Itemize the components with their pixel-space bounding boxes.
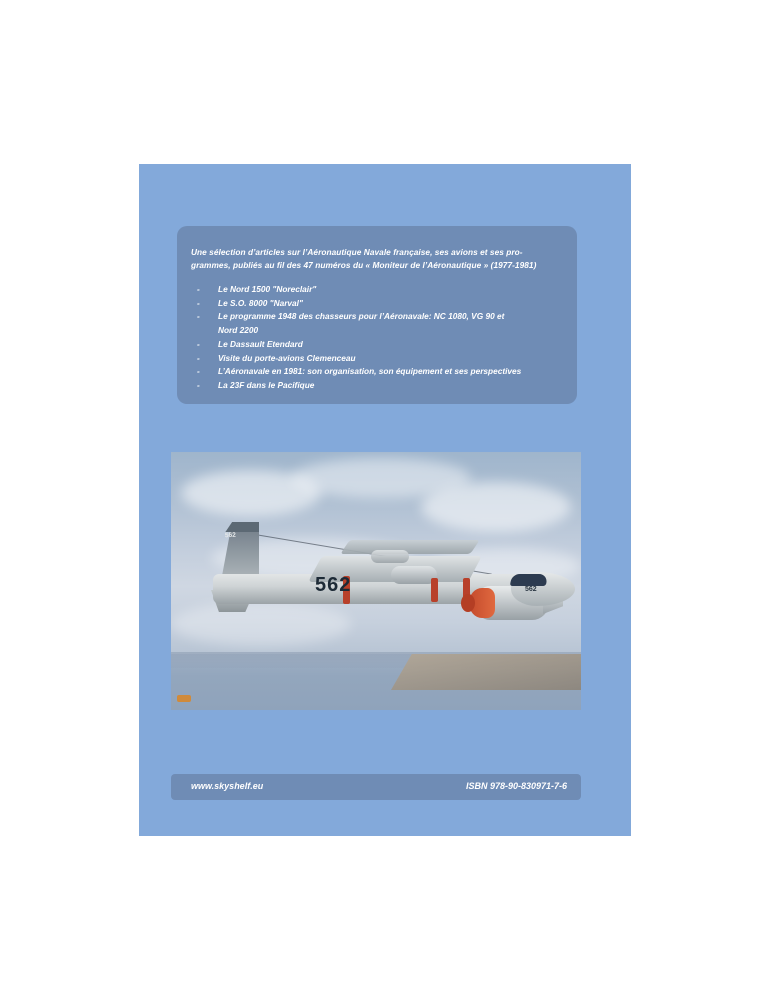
bullet-dash: -	[197, 338, 200, 349]
neptune-aircraft	[195, 526, 565, 656]
list-item-label: Le Dassault Etendard	[218, 338, 303, 349]
propeller-spinner	[461, 594, 475, 612]
list-item-continuation	[191, 324, 563, 336]
blurb-paragraph	[191, 246, 563, 271]
fin-code-text: 562	[224, 531, 236, 540]
bullet-dash: -	[197, 284, 200, 294]
list-item	[191, 352, 563, 364]
website-link[interactable]: www.skyshelf.eu	[191, 781, 264, 791]
list-item	[191, 338, 563, 350]
tail-number-text: 562	[315, 574, 352, 596]
engine-nacelle-far	[371, 550, 409, 563]
article-list	[191, 283, 563, 391]
list-item	[191, 283, 563, 295]
list-item-label: Le S.O. 8000 "Narval"	[218, 297, 303, 308]
photo-corner-marker	[177, 695, 191, 702]
red-marking	[431, 578, 438, 602]
bullet-dash: -	[197, 379, 200, 390]
aircraft-photo	[171, 452, 581, 710]
shoreline-terrain	[391, 654, 581, 690]
far-wing	[340, 540, 479, 554]
blurb-panel	[177, 226, 577, 404]
bullet-dash: -	[197, 297, 200, 308]
list-item	[191, 310, 563, 322]
list-item	[191, 365, 563, 377]
blurb-line-1: Une sélection d’articles sur l’Aéronautique Navale française, ses avions et ses pro-	[191, 247, 523, 257]
bullet-dash: -	[197, 311, 200, 322]
list-item	[191, 297, 563, 309]
isbn-text: ISBN 978-90-830971-7-6	[465, 781, 567, 791]
list-item-label: Le Nord 1500 "Noreclair"	[218, 284, 317, 294]
blurb-line-2: grammes, publiés au fil des 47 numéros du « Moniteur de l’Aéronautique » (1977-1981)	[191, 259, 537, 270]
list-item-label: Nord 2200	[218, 325, 259, 336]
book-back-cover	[139, 164, 631, 836]
nose-number-text: 562	[525, 586, 537, 593]
cockpit-canopy	[510, 574, 549, 586]
footer-bar	[171, 774, 581, 800]
list-item	[191, 379, 563, 391]
cloud	[421, 482, 571, 532]
bullet-dash: -	[197, 366, 200, 377]
bullet-dash: -	[197, 352, 200, 363]
blurb-content	[191, 246, 563, 393]
list-item-label: L’Aéronavale en 1981: son organisation, son équipement et ses perspectives	[218, 366, 522, 377]
list-item-label: Visite du porte-avions Clemenceau	[218, 352, 356, 363]
list-item-label: Le programme 1948 des chasseurs pour l’Aéronavale: NC 1080, VG 90 et	[218, 311, 505, 322]
list-item-label: La 23F dans le Pacifique	[218, 379, 315, 390]
